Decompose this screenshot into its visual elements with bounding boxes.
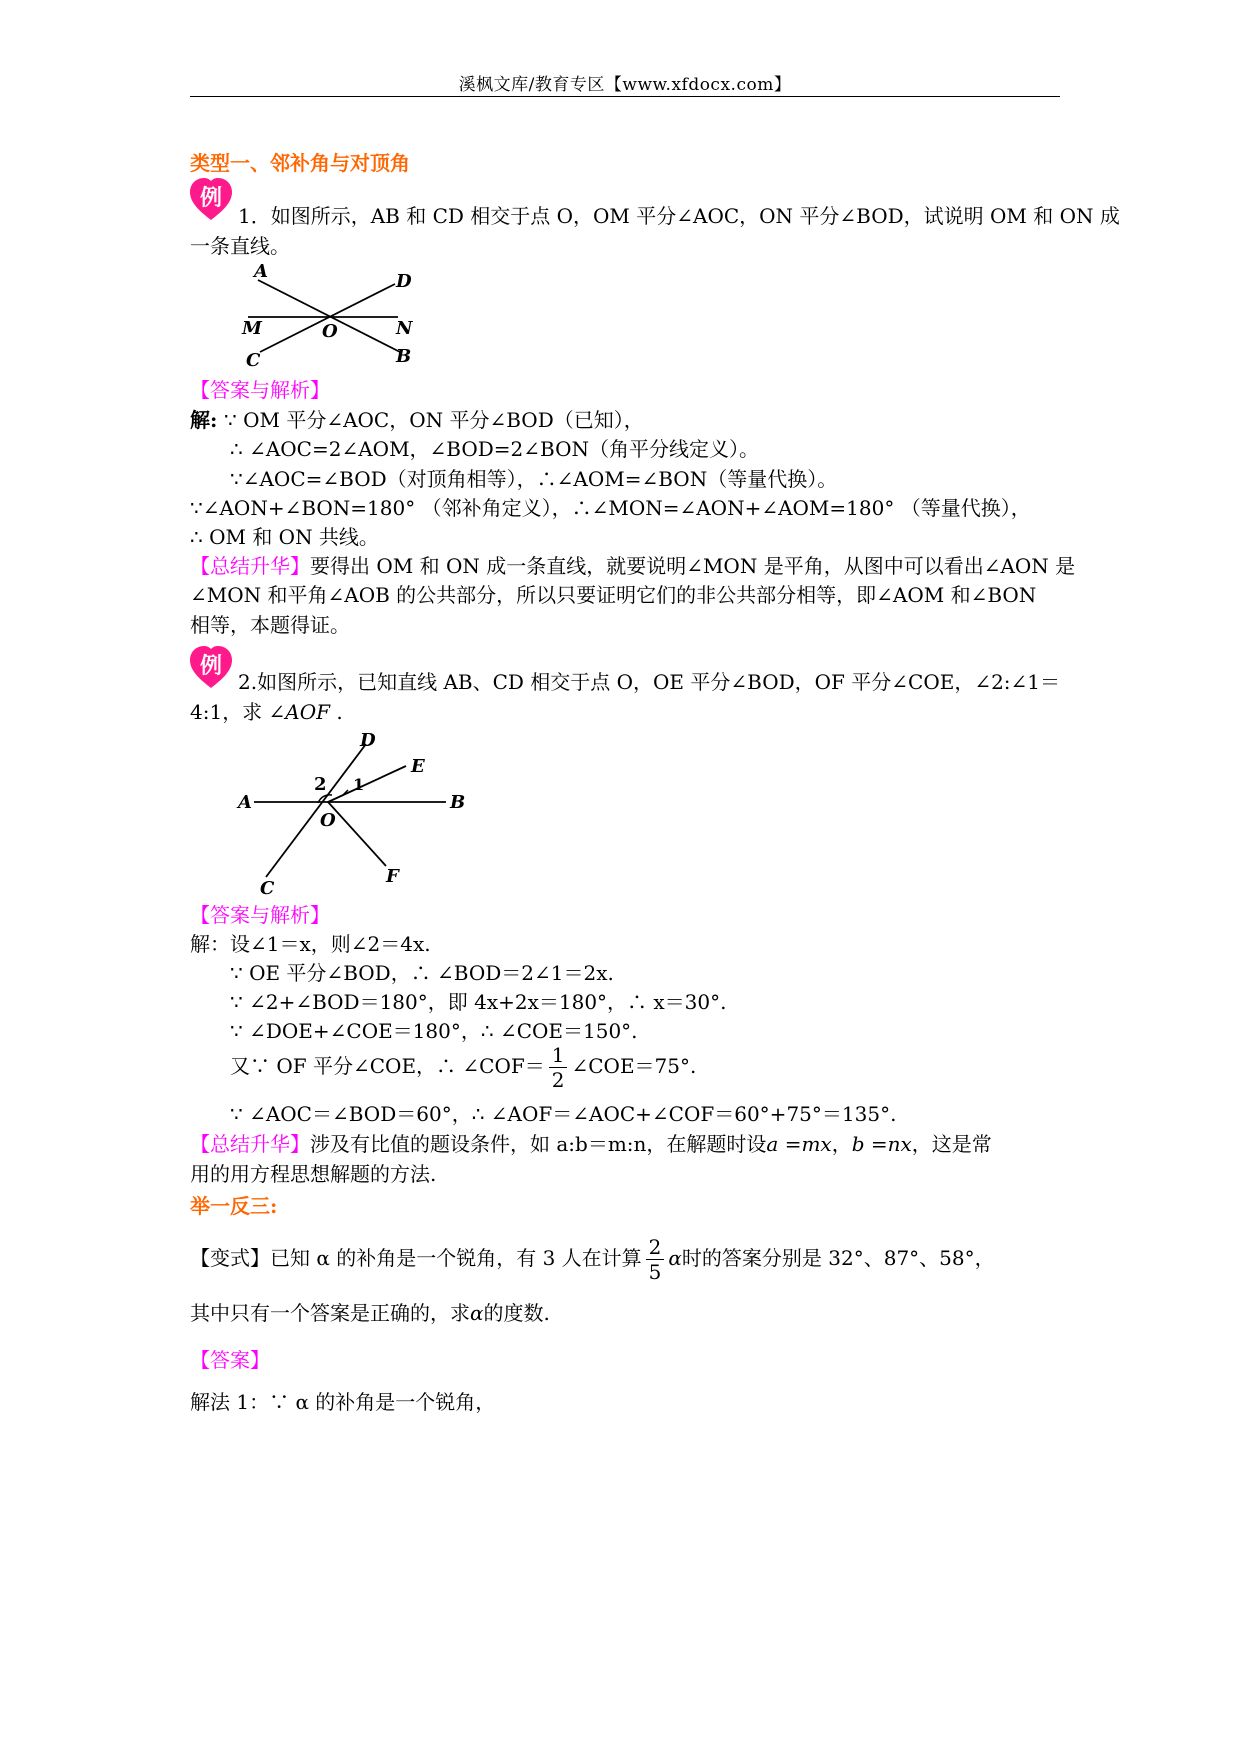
- example2-solution-line-fraction: 又∵ OF 平分∠COE，∴ ∠COF＝ $\frac{1}{2}$ ∠COE＝75°.: [230, 1043, 697, 1092]
- line-CD: [266, 744, 366, 877]
- summary-label: 【总结升华】: [190, 554, 310, 578]
- page-header: 溪枫文库/教育专区【www.xfdocx.com】: [458, 75, 792, 95]
- variant-answer-label: 【答案】: [190, 1348, 270, 1372]
- section-title: 类型一、邻补角与对顶角: [190, 151, 410, 175]
- angle-AOF-math: ∠AOF: [268, 700, 331, 724]
- example-badge-icon: [188, 176, 234, 222]
- header-rule: [190, 96, 1060, 97]
- label-C: C: [246, 350, 261, 371]
- example1-summary-line2: ∠MON 和平角∠AOB 的公共部分，所以只要证明它们的非公共部分相等，即∠AOM 和∠BON: [190, 583, 1037, 607]
- example2-summary-line1: 【总结升华】涉及有比值的题设条件，如 a:b＝m:n，在解题时设a =mx，b =nx，这是常: [190, 1132, 992, 1156]
- label-E: E: [411, 756, 425, 777]
- label-O: O: [320, 810, 336, 831]
- example1-question-line1: 1．如图所示，AB 和 CD 相交于点 O，OM 平分∠AOC，ON 平分∠BOD，试说明 OM 和 ON 成: [238, 204, 1120, 228]
- example2-solution-line: ∵ ∠DOE+∠COE＝180°，∴ ∠COE＝150°.: [230, 1019, 638, 1043]
- example2-solution-line: ∵ ∠2+∠BOD＝180°，即 4x+2x＝180°，∴ x＝30°.: [230, 990, 727, 1014]
- example2-question-line2: 4:1，求 ∠AOF .: [190, 700, 343, 724]
- label-D: D: [396, 271, 412, 292]
- label-M: M: [242, 318, 262, 339]
- label-B: B: [396, 346, 412, 367]
- example2-solution-line: 解：设∠1＝x，则∠2＝4x.: [190, 932, 431, 956]
- example2-solution-line: ∵ OE 平分∠BOD，∴ ∠BOD＝2∠1＝2x.: [230, 961, 614, 985]
- fraction-two-fifths: $\frac{2}{5}$: [646, 1235, 665, 1284]
- summary-text: 要得出 OM 和 ON 成一条直线，就要说明∠MON 是平角，从图中可以看出∠AON 是: [310, 554, 1076, 578]
- label-F: F: [386, 866, 399, 887]
- variant-question-line2: 其中只有一个答案是正确的，求α的度数.: [190, 1301, 550, 1325]
- label-angle-1: 1: [353, 775, 365, 794]
- label-A: A: [254, 262, 268, 282]
- variant-solution-line: 解法 1：∵ α 的补角是一个锐角，: [190, 1390, 496, 1414]
- label-angle-2: 2: [314, 774, 327, 795]
- example1-solution-line: ∵∠AON+∠BON=180° （邻补角定义），∴∠MON=∠AON+∠AOM=180° （等量代换），: [190, 496, 1031, 520]
- example2-summary-line2: 用的用方程思想解题的方法.: [190, 1162, 437, 1186]
- fraction-one-half: $\frac{1}{2}$: [549, 1043, 568, 1092]
- ray-OE: [328, 766, 406, 802]
- label-B: B: [450, 792, 466, 813]
- label-O: O: [322, 321, 338, 342]
- example1-solution-line: ∵ OM 平分∠AOC，ON 平分∠BOD（已知），: [224, 408, 644, 432]
- figure-2-angle-diagram: [226, 732, 486, 896]
- variant-label: 【变式】: [190, 1246, 270, 1270]
- example1-solution-line: ∴ ∠AOC=2∠AOM，∠BOD=2∠BON（角平分线定义）。: [230, 437, 760, 461]
- badge-char: 例: [199, 185, 223, 211]
- example-badge-icon: [188, 644, 234, 690]
- example1-summary-line3: 相等，本题得证。: [190, 613, 350, 637]
- label-C: C: [260, 878, 275, 896]
- example1-solution-line: ∵∠AOC=∠BOD（对顶角相等），∴∠AOM=∠BON（等量代换）。: [230, 467, 838, 491]
- example1-answer-label: 【答案与解析】: [190, 378, 330, 402]
- example2-solution-line: ∵ ∠AOC＝∠BOD＝60°，∴ ∠AOF＝∠AOC+∠COF＝60°+75°＝135°.: [230, 1102, 897, 1126]
- badge-char: 例: [199, 653, 223, 679]
- example2-question-line1: 2.如图所示，已知直线 AB、CD 相交于点 O，OE 平分∠BOD，OF 平分∠COE，∠2:∠1＝: [238, 670, 1061, 694]
- example1-solution-line: ∴ OM 和 ON 共线。: [190, 525, 379, 549]
- summary-label: 【总结升华】: [190, 1132, 310, 1156]
- figure-1-intersecting-lines: [230, 262, 420, 374]
- example1-question-line2: 一条直线。: [190, 234, 290, 258]
- example2-answer-label: 【答案与解析】: [190, 903, 330, 927]
- practice-label: 举一反三:: [190, 1194, 278, 1218]
- label-N: N: [396, 318, 413, 339]
- label-A: A: [238, 792, 252, 813]
- ray-OF: [328, 802, 386, 866]
- label-D: D: [360, 732, 376, 751]
- variant-question-line1: 【变式】已知 α 的补角是一个锐角，有 3 人在计算 $\frac{2}{5}$ α时的答案分别是 32°、87°、58°，: [190, 1235, 995, 1284]
- example1-solution-label: 解:: [190, 408, 218, 432]
